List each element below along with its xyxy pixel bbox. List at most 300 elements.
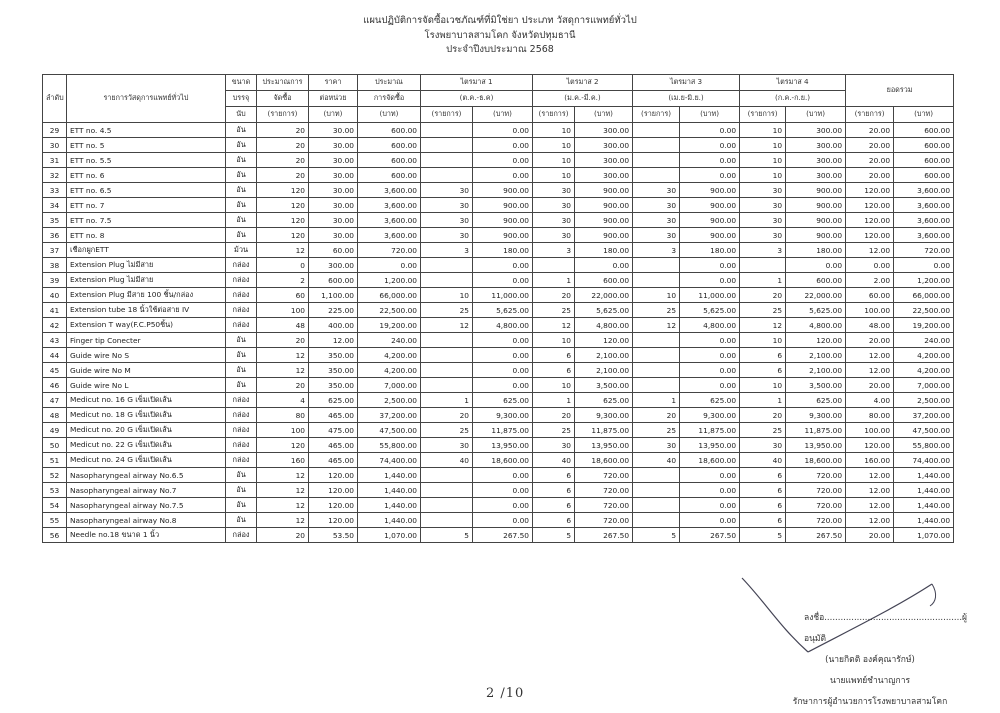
planned-budget-cell: 3,600.00 — [358, 183, 421, 198]
header-budget-3: (บาท) — [358, 107, 421, 123]
q3-baht-cell: 11,875.00 — [680, 423, 740, 438]
q3-baht-cell: 0.00 — [680, 348, 740, 363]
pack-unit-cell: กล่อง — [226, 423, 257, 438]
q3-baht-cell: 0.00 — [680, 513, 740, 528]
q4-baht-cell: 267.50 — [786, 528, 846, 543]
q1-baht-cell: 0.00 — [473, 498, 533, 513]
table-row — [43, 153, 954, 168]
header-q1-items: (รายการ) — [421, 107, 473, 123]
planned-qty-cell: 12 — [257, 513, 309, 528]
q3-baht-cell: 0.00 — [680, 333, 740, 348]
table-row — [43, 408, 954, 423]
q4-baht-cell: 9,300.00 — [786, 408, 846, 423]
q2-baht-cell: 11,875.00 — [575, 423, 633, 438]
planned-budget-cell: 1,440.00 — [358, 498, 421, 513]
planned-qty-cell: 20 — [257, 153, 309, 168]
q4-baht-cell: 720.00 — [786, 498, 846, 513]
item-name-cell: ETT no. 6.5 — [67, 183, 226, 198]
q1-baht-cell: 0.00 — [473, 123, 533, 138]
q1-baht-cell: 0.00 — [473, 468, 533, 483]
planned-qty-cell: 12 — [257, 348, 309, 363]
item-name-cell: Medicut no. 18 G เข็มเปิดเส้น — [67, 408, 226, 423]
total-items-cell: 4.00 — [846, 393, 894, 408]
q1-baht-cell: 0.00 — [473, 483, 533, 498]
q4-baht-cell: 300.00 — [786, 153, 846, 168]
q3-baht-cell: 0.00 — [680, 168, 740, 183]
q4-baht-cell: 180.00 — [786, 243, 846, 258]
unit-price-cell: 465.00 — [309, 453, 358, 468]
planned-qty-cell: 2 — [257, 273, 309, 288]
q1-items-cell: 10 — [421, 288, 473, 303]
planned-budget-cell: 0.00 — [358, 258, 421, 273]
q2-items-cell: 12 — [533, 318, 575, 333]
unit-price-cell: 30.00 — [309, 168, 358, 183]
q1-items-cell — [421, 348, 473, 363]
item-name-cell: Guide wire No L — [67, 378, 226, 393]
total-baht-cell: 19,200.00 — [894, 318, 954, 333]
q1-items-cell — [421, 153, 473, 168]
planned-qty-cell: 160 — [257, 453, 309, 468]
planned-budget-cell: 1,440.00 — [358, 483, 421, 498]
q1-baht-cell: 900.00 — [473, 183, 533, 198]
row-number-cell: 44 — [43, 348, 67, 363]
q1-baht-cell: 11,000.00 — [473, 288, 533, 303]
item-name-cell: Medicut no. 16 G เข็มเปิดเส้น — [67, 393, 226, 408]
header-size-1: ขนาด — [226, 75, 257, 91]
unit-price-cell: 12.00 — [309, 333, 358, 348]
total-baht-cell: 3,600.00 — [894, 228, 954, 243]
document-title: แผนปฏิบัติการจัดซื้อเวชภัณฑ์ที่มิใช่ยา ประเภท วัสดุการแพทย์ทั่วไป — [363, 15, 637, 26]
row-number-cell: 31 — [43, 153, 67, 168]
row-number-cell: 34 — [43, 198, 67, 213]
planned-budget-cell: 22,500.00 — [358, 303, 421, 318]
unit-price-cell: 30.00 — [309, 123, 358, 138]
q4-baht-cell: 900.00 — [786, 228, 846, 243]
total-baht-cell: 22,500.00 — [894, 303, 954, 318]
q3-items-cell — [633, 168, 680, 183]
q1-items-cell: 30 — [421, 198, 473, 213]
q4-items-cell: 6 — [740, 468, 786, 483]
header-quarter-2-months: (ม.ค.-มี.ค.) — [533, 91, 633, 107]
total-items-cell: 2.00 — [846, 273, 894, 288]
q1-items-cell: 20 — [421, 408, 473, 423]
q2-baht-cell: 720.00 — [575, 468, 633, 483]
total-baht-cell: 3,600.00 — [894, 198, 954, 213]
q1-items-cell — [421, 483, 473, 498]
planned-qty-cell: 20 — [257, 123, 309, 138]
q2-items-cell: 10 — [533, 168, 575, 183]
unit-price-cell: 475.00 — [309, 423, 358, 438]
total-items-cell: 100.00 — [846, 303, 894, 318]
total-baht-cell: 66,000.00 — [894, 288, 954, 303]
q3-baht-cell: 900.00 — [680, 228, 740, 243]
q2-baht-cell: 900.00 — [575, 183, 633, 198]
planned-qty-cell: 120 — [257, 198, 309, 213]
total-baht-cell: 1,200.00 — [894, 273, 954, 288]
total-items-cell: 20.00 — [846, 528, 894, 543]
item-name-cell: Medicut no. 20 G เข็มเปิดเส้น — [67, 423, 226, 438]
hospital-name: โรงพยาบาลสามโคก จังหวัดปทุมธานี — [424, 29, 576, 41]
pack-unit-cell: อัน — [226, 363, 257, 378]
row-number-cell: 43 — [43, 333, 67, 348]
q1-baht-cell: 0.00 — [473, 333, 533, 348]
q1-baht-cell: 900.00 — [473, 198, 533, 213]
item-name-cell: Nasopharyngeal airway No.7 — [67, 483, 226, 498]
pack-unit-cell: กล่อง — [226, 453, 257, 468]
planned-budget-cell: 47,500.00 — [358, 423, 421, 438]
unit-price-cell: 30.00 — [309, 183, 358, 198]
planned-qty-cell: 100 — [257, 303, 309, 318]
pack-unit-cell: อัน — [226, 513, 257, 528]
header-price-2: ต่อหน่วย — [309, 91, 358, 107]
q2-baht-cell: 5,625.00 — [575, 303, 633, 318]
table-row — [43, 198, 954, 213]
q1-baht-cell: 267.50 — [473, 528, 533, 543]
q3-baht-cell: 0.00 — [680, 363, 740, 378]
row-number-cell: 41 — [43, 303, 67, 318]
total-items-cell: 120.00 — [846, 183, 894, 198]
header-qty-1: ประมาณการ — [257, 75, 309, 91]
q2-items-cell: 10 — [533, 333, 575, 348]
q2-items-cell: 30 — [533, 183, 575, 198]
total-items-cell: 12.00 — [846, 513, 894, 528]
q4-baht-cell: 18,600.00 — [786, 453, 846, 468]
pack-unit-cell: กล่อง — [226, 288, 257, 303]
planned-budget-cell: 1,070.00 — [358, 528, 421, 543]
unit-price-cell: 30.00 — [309, 228, 358, 243]
q2-items-cell: 6 — [533, 468, 575, 483]
planned-qty-cell: 60 — [257, 288, 309, 303]
q3-baht-cell: 900.00 — [680, 198, 740, 213]
q1-items-cell — [421, 468, 473, 483]
item-name-cell: ETT no. 8 — [67, 228, 226, 243]
header-no: ลำดับ — [43, 75, 67, 123]
item-name-cell: Extension Plug มีสาย 100 ชิ้น/กล่อง — [67, 288, 226, 303]
unit-price-cell: 350.00 — [309, 363, 358, 378]
fiscal-year: ประจำปีงบประมาณ 2568 — [446, 44, 554, 55]
unit-price-cell: 1,100.00 — [309, 288, 358, 303]
q3-items-cell: 30 — [633, 198, 680, 213]
planned-budget-cell: 66,000.00 — [358, 288, 421, 303]
q4-items-cell: 6 — [740, 363, 786, 378]
q2-items-cell: 30 — [533, 228, 575, 243]
q1-baht-cell: 0.00 — [473, 153, 533, 168]
q1-baht-cell: 13,950.00 — [473, 438, 533, 453]
q3-baht-cell: 9,300.00 — [680, 408, 740, 423]
q3-items-cell: 1 — [633, 393, 680, 408]
table-row — [43, 183, 954, 198]
q1-items-cell: 5 — [421, 528, 473, 543]
q1-items-cell — [421, 138, 473, 153]
q2-baht-cell: 900.00 — [575, 198, 633, 213]
q4-items-cell: 30 — [740, 213, 786, 228]
q2-baht-cell: 720.00 — [575, 513, 633, 528]
q1-baht-cell: 900.00 — [473, 213, 533, 228]
q4-baht-cell: 22,000.00 — [786, 288, 846, 303]
row-number-cell: 45 — [43, 363, 67, 378]
q2-baht-cell: 0.00 — [575, 258, 633, 273]
q1-items-cell: 25 — [421, 303, 473, 318]
q2-baht-cell: 625.00 — [575, 393, 633, 408]
q4-baht-cell: 120.00 — [786, 333, 846, 348]
q4-items-cell: 10 — [740, 153, 786, 168]
unit-price-cell: 600.00 — [309, 273, 358, 288]
table-row — [43, 288, 954, 303]
total-baht-cell: 1,440.00 — [894, 498, 954, 513]
q4-items-cell: 1 — [740, 393, 786, 408]
unit-price-cell: 30.00 — [309, 198, 358, 213]
row-number-cell: 46 — [43, 378, 67, 393]
unit-price-cell: 120.00 — [309, 513, 358, 528]
item-name-cell: Nasopharyngeal airway No.8 — [67, 513, 226, 528]
pack-unit-cell: อัน — [226, 183, 257, 198]
total-baht-cell: 0.00 — [894, 258, 954, 273]
q3-baht-cell: 0.00 — [680, 153, 740, 168]
planned-budget-cell: 3,600.00 — [358, 213, 421, 228]
header-qty-2: จัดซื้อ — [257, 91, 309, 107]
q3-items-cell — [633, 258, 680, 273]
q4-items-cell: 10 — [740, 168, 786, 183]
q4-items-cell: 30 — [740, 228, 786, 243]
planned-budget-cell: 3,600.00 — [358, 228, 421, 243]
total-items-cell: 48.00 — [846, 318, 894, 333]
row-number-cell: 42 — [43, 318, 67, 333]
table-row — [43, 243, 954, 258]
q1-baht-cell: 0.00 — [473, 168, 533, 183]
q4-baht-cell: 300.00 — [786, 168, 846, 183]
q4-baht-cell: 5,625.00 — [786, 303, 846, 318]
q3-items-cell: 40 — [633, 453, 680, 468]
planned-budget-cell: 74,400.00 — [358, 453, 421, 468]
q2-baht-cell: 22,000.00 — [575, 288, 633, 303]
q1-items-cell: 30 — [421, 438, 473, 453]
total-items-cell: 12.00 — [846, 468, 894, 483]
q4-baht-cell: 900.00 — [786, 213, 846, 228]
unit-price-cell: 120.00 — [309, 483, 358, 498]
total-baht-cell: 600.00 — [894, 168, 954, 183]
table-row — [43, 498, 954, 513]
total-items-cell: 60.00 — [846, 288, 894, 303]
header-price-3: (บาท) — [309, 107, 358, 123]
q2-items-cell: 25 — [533, 303, 575, 318]
planned-budget-cell: 3,600.00 — [358, 198, 421, 213]
unit-price-cell: 120.00 — [309, 498, 358, 513]
q2-items-cell: 6 — [533, 498, 575, 513]
row-number-cell: 30 — [43, 138, 67, 153]
planned-qty-cell: 12 — [257, 483, 309, 498]
item-name-cell: Extension Plug ไม่มีสาย — [67, 258, 226, 273]
planned-qty-cell: 48 — [257, 318, 309, 333]
q4-items-cell: 5 — [740, 528, 786, 543]
total-items-cell: 80.00 — [846, 408, 894, 423]
q1-items-cell: 12 — [421, 318, 473, 333]
planned-budget-cell: 600.00 — [358, 153, 421, 168]
q1-items-cell: 30 — [421, 183, 473, 198]
q2-baht-cell: 720.00 — [575, 498, 633, 513]
item-name-cell: Nasopharyngeal airway No.7.5 — [67, 498, 226, 513]
table-row — [43, 168, 954, 183]
q3-items-cell: 5 — [633, 528, 680, 543]
total-baht-cell: 1,070.00 — [894, 528, 954, 543]
q3-items-cell: 12 — [633, 318, 680, 333]
q2-items-cell: 6 — [533, 348, 575, 363]
q1-items-cell: 40 — [421, 453, 473, 468]
total-baht-cell: 1,440.00 — [894, 468, 954, 483]
q2-baht-cell: 900.00 — [575, 213, 633, 228]
q3-items-cell: 25 — [633, 303, 680, 318]
q4-items-cell: 30 — [740, 198, 786, 213]
planned-qty-cell: 120 — [257, 213, 309, 228]
table-row — [43, 468, 954, 483]
table-row — [43, 528, 954, 543]
total-items-cell: 20.00 — [846, 168, 894, 183]
q4-baht-cell: 600.00 — [786, 273, 846, 288]
row-number-cell: 51 — [43, 453, 67, 468]
pack-unit-cell: อัน — [226, 348, 257, 363]
total-baht-cell: 1,440.00 — [894, 513, 954, 528]
q3-items-cell — [633, 378, 680, 393]
q1-baht-cell: 0.00 — [473, 348, 533, 363]
q3-baht-cell: 0.00 — [680, 273, 740, 288]
q2-items-cell: 30 — [533, 213, 575, 228]
q4-baht-cell: 625.00 — [786, 393, 846, 408]
unit-price-cell: 225.00 — [309, 303, 358, 318]
q2-items-cell: 6 — [533, 483, 575, 498]
table-row — [43, 453, 954, 468]
q2-items-cell: 20 — [533, 408, 575, 423]
table-row — [43, 513, 954, 528]
total-items-cell: 120.00 — [846, 198, 894, 213]
pack-unit-cell: อัน — [226, 123, 257, 138]
item-name-cell: Extension tube 18 นิ้วใช้ต่อสาย IV — [67, 303, 226, 318]
item-name-cell: Medicut no. 24 G เข็มเปิดเส้น — [67, 453, 226, 468]
total-baht-cell: 37,200.00 — [894, 408, 954, 423]
q2-items-cell: 30 — [533, 438, 575, 453]
q4-baht-cell: 720.00 — [786, 483, 846, 498]
q4-baht-cell: 300.00 — [786, 138, 846, 153]
q1-baht-cell: 0.00 — [473, 378, 533, 393]
q2-baht-cell: 18,600.00 — [575, 453, 633, 468]
q1-baht-cell: 625.00 — [473, 393, 533, 408]
row-number-cell: 29 — [43, 123, 67, 138]
header-qty-3: (รายการ) — [257, 107, 309, 123]
planned-qty-cell: 20 — [257, 138, 309, 153]
q1-items-cell — [421, 513, 473, 528]
q3-items-cell — [633, 468, 680, 483]
q4-items-cell: 10 — [740, 138, 786, 153]
pack-unit-cell: อัน — [226, 153, 257, 168]
q1-baht-cell: 9,300.00 — [473, 408, 533, 423]
q4-baht-cell: 300.00 — [786, 123, 846, 138]
total-items-cell: 12.00 — [846, 348, 894, 363]
q2-items-cell: 30 — [533, 198, 575, 213]
item-name-cell: ETT no. 7.5 — [67, 213, 226, 228]
total-baht-cell: 7,000.00 — [894, 378, 954, 393]
item-name-cell: ETT no. 7 — [67, 198, 226, 213]
q4-baht-cell: 3,500.00 — [786, 378, 846, 393]
item-name-cell: Extension Plug ไม่มีสาย — [67, 273, 226, 288]
header-budget-1: ประมาณ — [358, 75, 421, 91]
header-price-1: ราคา — [309, 75, 358, 91]
total-baht-cell: 4,200.00 — [894, 363, 954, 378]
planned-qty-cell: 20 — [257, 378, 309, 393]
unit-price-cell: 465.00 — [309, 438, 358, 453]
planned-budget-cell: 7,000.00 — [358, 378, 421, 393]
header-quarter-3: ไตรมาส 3 — [633, 75, 740, 91]
q1-baht-cell: 0.00 — [473, 273, 533, 288]
header-quarter-1: ไตรมาส 1 — [421, 75, 533, 91]
q1-items-cell: 3 — [421, 243, 473, 258]
q1-items-cell — [421, 123, 473, 138]
total-baht-cell: 47,500.00 — [894, 423, 954, 438]
q1-items-cell: 1 — [421, 393, 473, 408]
planned-budget-cell: 600.00 — [358, 138, 421, 153]
pack-unit-cell: กล่อง — [226, 318, 257, 333]
q3-items-cell — [633, 138, 680, 153]
q4-items-cell: 25 — [740, 423, 786, 438]
pack-unit-cell: อัน — [226, 228, 257, 243]
q2-items-cell: 6 — [533, 363, 575, 378]
q1-baht-cell: 0.00 — [473, 513, 533, 528]
q4-baht-cell: 720.00 — [786, 513, 846, 528]
q3-baht-cell: 0.00 — [680, 123, 740, 138]
planned-qty-cell: 0 — [257, 258, 309, 273]
q1-baht-cell: 0.00 — [473, 138, 533, 153]
total-baht-cell: 3,600.00 — [894, 183, 954, 198]
signer-role: รักษาการผู้อำนวยการโรงพยาบาลสามโคก — [792, 697, 948, 707]
item-name-cell: Needle no.18 ขนาด 1 นิ้ว — [67, 528, 226, 543]
planned-qty-cell: 12 — [257, 498, 309, 513]
q3-items-cell — [633, 513, 680, 528]
row-number-cell: 47 — [43, 393, 67, 408]
q3-baht-cell: 0.00 — [680, 498, 740, 513]
item-name-cell: ETT no. 5.5 — [67, 153, 226, 168]
q4-baht-cell: 13,950.00 — [786, 438, 846, 453]
header-quarter-2: ไตรมาส 2 — [533, 75, 633, 91]
pack-unit-cell: อัน — [226, 468, 257, 483]
total-baht-cell: 55,800.00 — [894, 438, 954, 453]
q3-items-cell — [633, 153, 680, 168]
q4-items-cell: 6 — [740, 483, 786, 498]
q1-baht-cell: 4,800.00 — [473, 318, 533, 333]
total-baht-cell: 2,500.00 — [894, 393, 954, 408]
header-q3-items: (รายการ) — [633, 107, 680, 123]
unit-price-cell: 30.00 — [309, 213, 358, 228]
q4-items-cell: 30 — [740, 438, 786, 453]
q2-baht-cell: 2,100.00 — [575, 363, 633, 378]
planned-qty-cell: 12 — [257, 243, 309, 258]
row-number-cell: 55 — [43, 513, 67, 528]
q2-items-cell: 3 — [533, 243, 575, 258]
unit-price-cell: 30.00 — [309, 138, 358, 153]
planned-budget-cell: 1,200.00 — [358, 273, 421, 288]
unit-price-cell: 120.00 — [309, 468, 358, 483]
document-header — [0, 14, 1000, 58]
q3-items-cell — [633, 363, 680, 378]
q3-baht-cell: 0.00 — [680, 468, 740, 483]
signature-line: ลงชื่อ...................................................ผู้อนุมัติ — [804, 613, 968, 644]
total-baht-cell: 4,200.00 — [894, 348, 954, 363]
q4-baht-cell: 4,800.00 — [786, 318, 846, 333]
procurement-table — [42, 74, 954, 543]
table-row — [43, 363, 954, 378]
item-name-cell: เชือกผูกETT — [67, 243, 226, 258]
header-quarter-1-months: (ต.ค.-ธ.ค) — [421, 91, 533, 107]
pack-unit-cell: อัน — [226, 378, 257, 393]
q2-baht-cell: 300.00 — [575, 138, 633, 153]
planned-budget-cell: 720.00 — [358, 243, 421, 258]
row-number-cell: 50 — [43, 438, 67, 453]
